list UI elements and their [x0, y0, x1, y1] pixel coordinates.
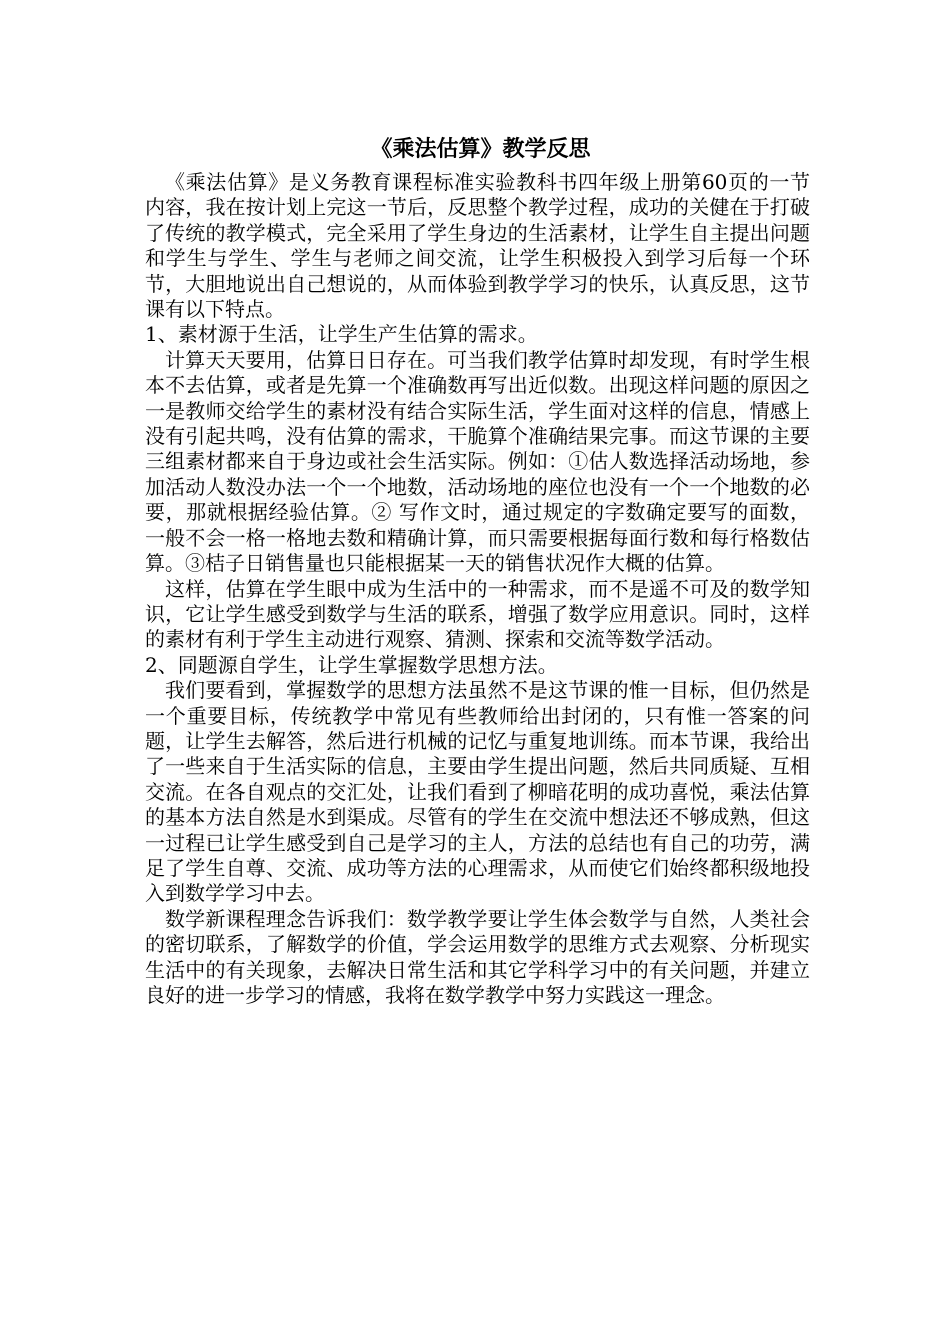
section-1-heading: 1、素材源于生活，让学生产生估算的需求。: [145, 322, 538, 347]
section-2-paragraph-2: 数学新课程理念告诉我们：数学教学要让学生体会数学与自然，人类社会的密切联系，了解数学的价值，学会运用数学的思维方式去观察、分析现实生活中的有关现象，去解决日常生活和其它学科学习中的有关问题，并建立良好的进一步学习的情感，我将在数学教学中努力实践这一理念。: [145, 906, 810, 1007]
section-1-paragraph-2: 这样，估算在学生眼中成为生活中的一种需求，而不是遥不可及的数学知识，它让学生感受到数学与生活的联系，增强了数学应用意识。同时，这样的素材有利于学生主动进行观察、猜测、探索和交流等数学活动。: [145, 576, 810, 652]
document-page: [145, 132, 810, 1008]
section-2-heading: 2、同题源自学生，让学生掌握数学思想方法。: [145, 652, 558, 677]
intro-paragraph: 《乘法估算》是义务教育课程标准实验教科书四年级上册第60页的一节内容，我在按计划上完这一节后，反思整个教学过程，成功的关健在于打破了传统的教学模式，完全采用了学生身边的生活素材，让学生自主提出问题和学生与学生、学生与老师之间交流，让学生积极投入到学习后每一个环节，大胆地说出自己想说的，从而体验到教学学习的快乐，认真反思，这节课有以下特点。: [145, 170, 810, 322]
section-2-paragraph-1: 我们要看到，掌握数学的思想方法虽然不是这节课的惟一目标，但仍然是一个重要目标，传统教学中常见有些教师给出封闭的，只有惟一答案的问题，让学生去解答，然后进行机械的记忆与重复地训练。而本节课，我给出了一些来自于生活实际的信息，主要由学生提出问题，然后共同质疑、互相交流。在各自观点的交汇处，让我们看到了柳暗花明的成功喜悦，乘法估算的基本方法自然是水到渠成。尽管有的学生在交流中想法还不够成熟，但这一过程已让学生感受到自己是学习的主人，方法的总结也有自己的功劳，满足了学生自尊、交流、成功等方法的心理需求，从而使它们始终都积级地投入到数学学习中去。: [145, 678, 810, 906]
section-1-paragraph-1: 计算天天要用，估算日日存在。可当我们教学估算时却发现，有时学生根本不去估算，或者是先算一个准确数再写出近似数。出现这样问题的原因之一是教师交给学生的素材没有结合实际生活，学生面对这样的信息，情感上没有引起共鸣，没有估算的需求，干脆算个准确结果完事。而这节课的主要三组素材都来自于身边或社会生活实际。例如：①估人数选择活动场地，参加活动人数没办法一个一个地数，活动场地的座位也没有一个一个地数的必要，那就根据经验估算。② 写作文时，通过规定的字数确定要写的面数，一般不会一格一格地去数和精确计算，而只需要根据每面行数和每行格数估算。③桔子日销售量也只能根据某一天的销售状况作大概的估算。: [145, 347, 810, 576]
document-title: 《乘法估算》教学反思: [370, 136, 591, 162]
